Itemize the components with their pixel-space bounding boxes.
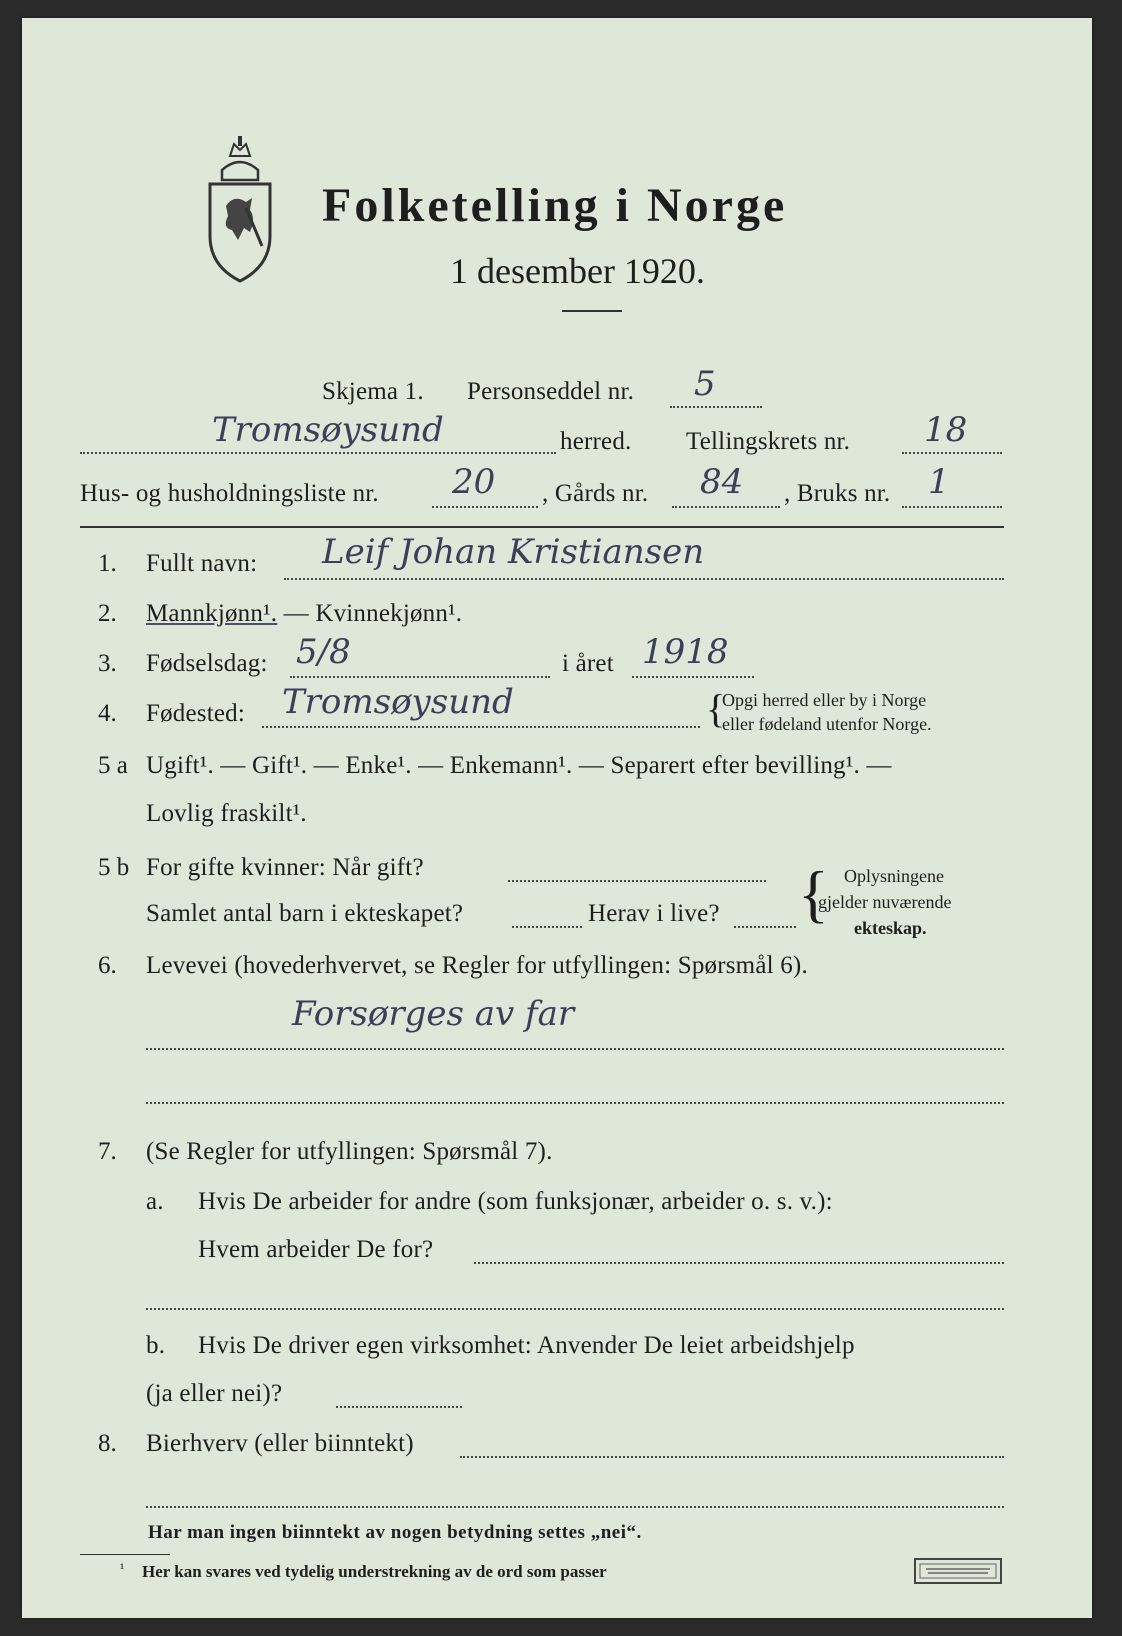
- q2-separator: —: [277, 600, 316, 627]
- q5b-number: 5 b: [98, 854, 130, 881]
- q2-options: [146, 600, 462, 628]
- q7a-line2: Hvem arbeider De for?: [198, 1236, 434, 1263]
- q5b-note-line2: gjelder nuværende: [818, 892, 952, 912]
- q8-number: 8.: [98, 1430, 117, 1457]
- q4-label: Fødested:: [146, 700, 246, 727]
- gards-label: , Gårds nr.: [542, 480, 649, 507]
- q3-number: 3.: [98, 650, 117, 677]
- footer-note: Har man ingen biinntekt av nogen betydning settes „nei“.: [148, 1522, 642, 1543]
- side-income-field[interactable]: [460, 1456, 1004, 1458]
- personseddel-value[interactable]: 5: [694, 364, 716, 404]
- footnote-text: Her kan svares ved tydelig understrekning av de ord som passer: [142, 1562, 607, 1581]
- form-title: Folketelling i Norge: [322, 179, 788, 232]
- q3-year-label: i året: [562, 650, 614, 677]
- census-form-page: [22, 18, 1092, 1618]
- occupation-field[interactable]: Forsørges av far: [292, 994, 575, 1034]
- q7b-letter: b.: [146, 1332, 166, 1359]
- q5b-note-line3: ekteskap.: [854, 918, 927, 938]
- q5b-when-married-label: For gifte kvinner: Når gift?: [146, 854, 424, 881]
- q3-label: Fødselsdag:: [146, 650, 268, 677]
- employer-field[interactable]: [474, 1262, 1004, 1264]
- coat-of-arms-icon: [200, 136, 280, 286]
- q7a-line1: Hvis De arbeider for andre (som funksjonær, arbeider o. s. v.):: [198, 1188, 833, 1215]
- header-divider: [80, 526, 1004, 528]
- census-date: 1 desember 1920.: [450, 251, 705, 291]
- husliste-value[interactable]: 20: [452, 462, 496, 502]
- q6-label: Levevei (hovederhvervet, se Regler for utfyllingen: Spørsmål 6).: [146, 952, 808, 979]
- bruks-value[interactable]: 1: [928, 462, 950, 502]
- q5b-alive-label: Herav i live?: [588, 900, 720, 927]
- gards-value[interactable]: 84: [700, 462, 744, 502]
- schema-label: Skjema 1.: [322, 378, 424, 405]
- q5b-note-line1: Oplysningene: [844, 866, 944, 886]
- herred-label: herred.: [560, 428, 632, 455]
- q7b-line1: Hvis De driver egen virksomhet: Anvender De leiet arbeidshjelp: [198, 1332, 855, 1359]
- birthplace-field[interactable]: Tromsøysund: [282, 682, 514, 722]
- footnote-divider: [80, 1554, 170, 1555]
- tellingskrets-value[interactable]: 18: [924, 410, 968, 450]
- footnote-mark: ¹: [120, 1562, 125, 1577]
- husliste-label: Hus- og husholdningsliste nr.: [80, 480, 379, 507]
- q1-number: 1.: [98, 550, 117, 577]
- q6-number: 6.: [98, 952, 117, 979]
- full-name-field[interactable]: Leif Johan Kristiansen: [322, 532, 705, 572]
- q5b-brace: {: [798, 858, 829, 929]
- q8-label: Bierhverv (eller biinntekt): [146, 1430, 414, 1457]
- q4-brace: {: [706, 686, 726, 731]
- q7a-letter: a.: [146, 1188, 164, 1215]
- q7b-line2: (ja eller nei)?: [146, 1380, 283, 1407]
- q7-label: (Se Regler for utfyllingen: Spørsmål 7).: [146, 1138, 553, 1165]
- personseddel-label: Personseddel nr.: [467, 378, 635, 405]
- q2-number: 2.: [98, 600, 117, 627]
- gender-female-option[interactable]: Kvinnekjønn¹.: [315, 600, 463, 627]
- marital-status-options[interactable]: Ugift¹. — Gift¹. — Enke¹. — Enkemann¹. — Separert efter bevilling¹. —: [146, 752, 892, 779]
- q7-number: 7.: [98, 1138, 117, 1165]
- q5b-children-label: Samlet antal barn i ekteskapet?: [146, 900, 464, 927]
- bruks-label: , Bruks nr.: [784, 480, 891, 507]
- tellingskrets-label: Tellingskrets nr.: [686, 428, 851, 455]
- birth-year-field[interactable]: 1918: [642, 632, 729, 672]
- birth-day-field[interactable]: 5/8: [296, 632, 351, 672]
- marital-status-divorced[interactable]: Lovlig fraskilt¹.: [146, 800, 307, 827]
- q4-note-line1: Opgi herred eller by i Norge: [722, 690, 927, 710]
- q4-note-line2: eller fødeland utenfor Norge.: [722, 714, 932, 734]
- title-divider: [562, 310, 622, 312]
- herred-value[interactable]: Tromsøysund: [212, 410, 444, 450]
- q5a-number: 5 a: [98, 752, 128, 779]
- hired-help-field[interactable]: [336, 1406, 462, 1408]
- printer-stamp-icon: [914, 1558, 1002, 1584]
- q4-number: 4.: [98, 700, 117, 727]
- q1-label: Fullt navn:: [146, 550, 258, 577]
- gender-male-option[interactable]: Mannkjønn¹.: [146, 600, 278, 627]
